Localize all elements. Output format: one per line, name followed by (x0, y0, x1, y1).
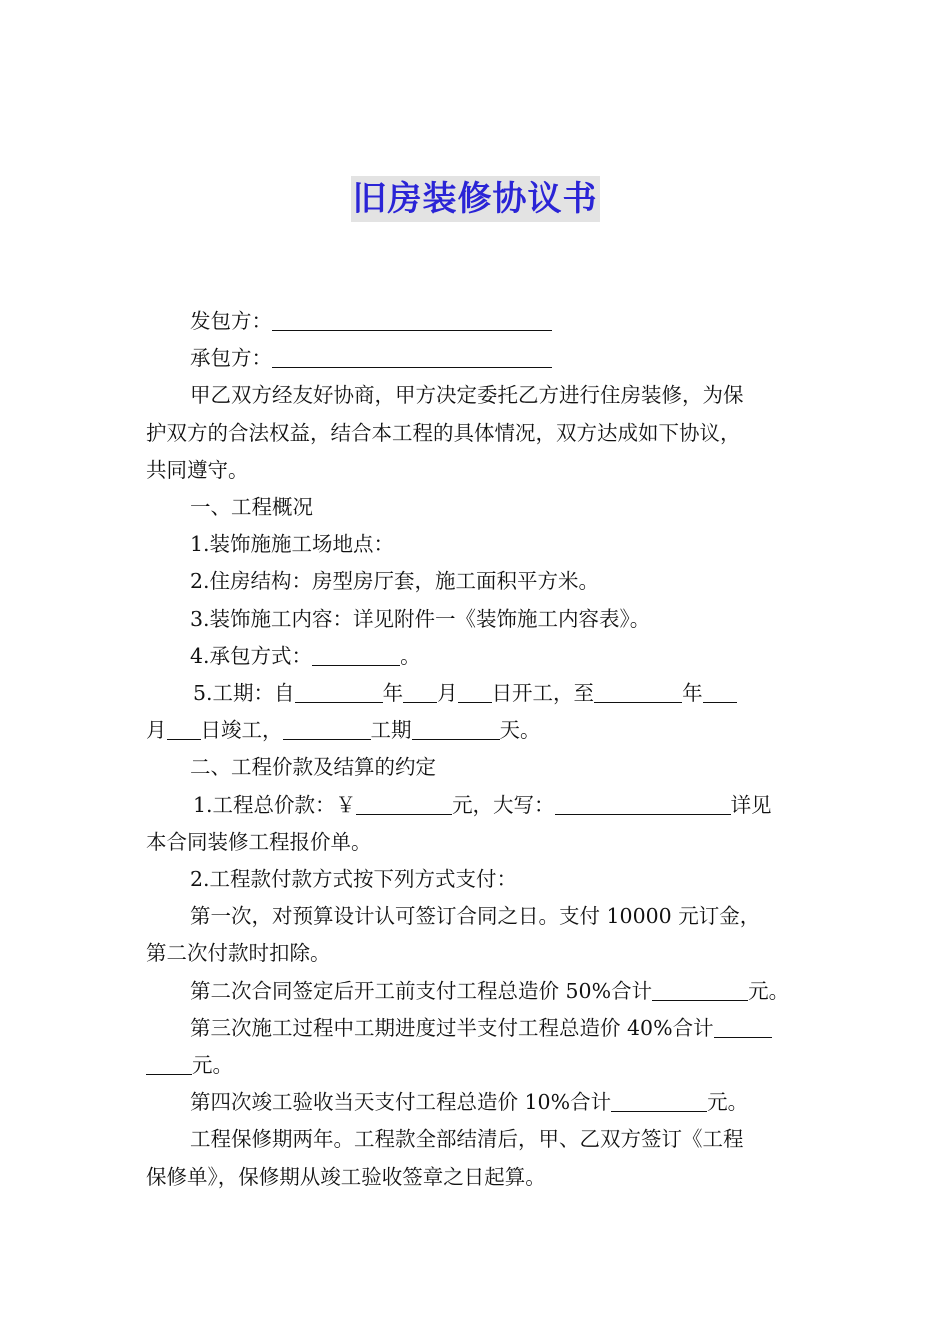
payment-second-line (146, 973, 810, 1010)
title-container (0, 176, 950, 222)
document-title: 旧房装修协议书 (351, 176, 600, 222)
party-b-line (146, 340, 810, 377)
total-price-blank (356, 790, 452, 815)
payment-third-blank-a (714, 1013, 772, 1038)
contract-method-blank (312, 641, 400, 666)
item-5-period-line-1 (146, 675, 810, 712)
contract-method-label: 4.承包方式： (190, 643, 313, 668)
total-price-line-2: 本合同装修工程报价单。 (146, 829, 372, 854)
duration-unit: 天。 (499, 718, 541, 743)
period-label: 5.工期：自 (193, 681, 295, 706)
start-month-blank (403, 678, 437, 703)
payment-first-line-1: 第一次，对预算设计认可签订合同之日。支付 10000 元订金， (190, 904, 761, 929)
end-year-unit: 年 (682, 681, 703, 706)
warranty-line-2: 保修单》，保修期从竣工验收签章之日起算。 (146, 1164, 546, 1189)
payment-third-blank-b (146, 1050, 192, 1075)
intro-line-1: 甲乙双方经友好协商，甲方决定委托乙方进行住房装修，为保 (190, 383, 744, 408)
payment-fourth-line (146, 1084, 810, 1121)
payment-third-line-2 (146, 1047, 810, 1084)
warranty-line-1: 工程保修期两年。工程款全部结清后，甲、乙双方签订《工程 (190, 1127, 744, 1152)
start-year-blank (295, 678, 383, 703)
payment-third-unit: 元。 (192, 1053, 233, 1078)
end-day-unit: 日竣工， (200, 718, 283, 743)
payment-first-line-2: 第二次付款时扣除。 (146, 941, 331, 966)
duration-label: 工期 (370, 718, 412, 743)
start-month-unit: 月 (437, 681, 458, 706)
section-one-heading: 一、工程概况 (190, 495, 313, 520)
start-day-unit: 日开工，至 (491, 681, 595, 706)
item-4-contract-method (146, 638, 810, 675)
capital-label: 元，大写： (452, 792, 555, 817)
item-1-site: 1.装饰施施工场地点： (190, 532, 395, 557)
section-two-heading: 二、工程价款及结算的约定 (190, 755, 436, 780)
payment-method-line: 2.工程款付款方式按下列方式支付： (190, 867, 518, 892)
contract-method-end: 。 (400, 643, 421, 668)
end-day-blank (167, 715, 201, 740)
payment-fourth-blank (611, 1087, 707, 1112)
total-price-line (146, 787, 810, 824)
payment-third-label: 第三次施工过程中工期进度过半支付工程总造价 40%合计 (190, 1015, 714, 1040)
start-year-unit: 年 (382, 681, 404, 706)
party-b-blank (272, 343, 552, 368)
total-price-label: 1.工程总价款：￥ (193, 792, 357, 817)
party-b-label: 承包方： (190, 346, 272, 371)
payment-third-line-1 (146, 1010, 810, 1047)
duration-blank (412, 715, 500, 740)
item-2-structure: 2.住房结构：房型房厅套，施工面积平方米。 (190, 569, 600, 594)
see-label: 详见 (730, 792, 772, 817)
intro-line-2: 护双方的合法权益，结合本工程的具体情况，双方达成如下协议， (146, 420, 741, 445)
completion-blank (283, 715, 371, 740)
payment-second-unit: 元。 (748, 978, 790, 1003)
document-body (146, 303, 810, 1196)
start-day-blank (458, 678, 492, 703)
party-a-blank (272, 306, 552, 331)
item-3-content: 3.装饰施工内容：详见附件一《装饰施工内容表》。 (190, 606, 651, 631)
payment-second-blank (652, 976, 748, 1001)
party-a-line (146, 303, 810, 340)
end-year-blank (594, 678, 682, 703)
item-5-period-line-2 (146, 712, 810, 749)
capital-amount-blank (555, 790, 731, 815)
payment-fourth-unit: 元。 (707, 1090, 749, 1115)
intro-line-3: 共同遵守。 (146, 457, 249, 482)
end-month-unit: 月 (146, 718, 167, 743)
payment-second-label: 第二次合同签定后开工前支付工程总造价 50%合计 (190, 978, 653, 1003)
payment-fourth-label: 第四次竣工验收当天支付工程总造价 10%合计 (190, 1090, 612, 1115)
end-month-blank-a (703, 678, 737, 703)
party-a-label: 发包方： (190, 309, 272, 333)
